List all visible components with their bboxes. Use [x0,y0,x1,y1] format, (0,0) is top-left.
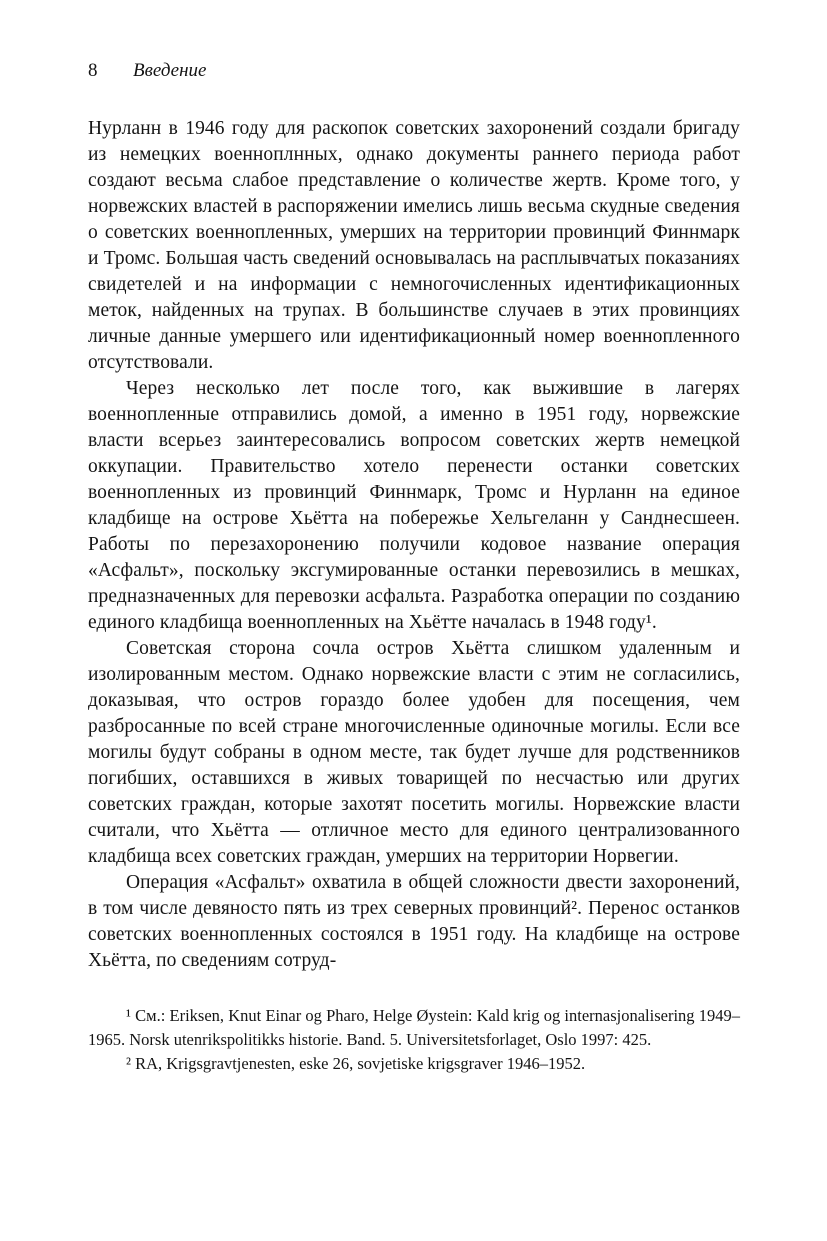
footnote-2: ² RA, Krigsgravtjenesten, eske 26, sovjetiske krigsgraver 1946–1952. [126,1054,586,1073]
paragraph-3: Советская сторона сочла остров Хьётта слишком удаленным и изолированным местом. Однако норвежские власти с этим не согласились, доказывая, что остров гораздо более удобен для посещения, чем разбросанные по всей стране многочисленные одиночные могилы. Если все могилы будут собраны в одном месте, так будет лучше для родственников погибших, оставшихся в живых товарищей по несчастью или других советских граждан, которые захотят посетить могилы. Норвежские власти считали, что Хьётта — отличное место для единого централизованного кладбища всех советских граждан, умерших на территории Норвегии. [88,638,740,867]
paragraph-4: Операция «Асфальт» охватила в общей сложности двести захоронений, в том числе девяносто пять из трех северных провинций². Перенос останков советских военнопленных состоялся в 1951 году. На кладбище на острове Хьётта, по сведениям сотруд- [88,872,740,971]
footnote-1: ¹ См.: Eriksen, Knut Einar og Pharo, Helge Øystein: Kald krig og internasjonalisering 1949–1965. Norsk utenrikspolitikks historie. Band. 5. Universitetsforlaget, Oslo 1997: 425. [88,1006,740,1049]
footnotes-block [88,1004,740,1076]
body-text [88,116,740,974]
chapter-title: Введение [133,60,207,81]
paragraph-2: Через несколько лет после того, как выжившие в лагерях военнопленные отправились домой, а именно в 1951 году, норвежские власти всерьез заинтересовались вопросом советских жертв немецкой оккупации. Правительство хотело перенести останки советских военнопленных из провинций Финнмарк, Тромс и Нурланн на единое кладбище на острове Хьётта на побережье Хельгеланн у Санднесшеен. Работы по перезахоронению получили кодовое название операция «Асфальт», поскольку эксгумированные останки перевозились в мешках, предназначенных для перевозки асфальта. Разработка операции по созданию единого кладбища военнопленных на Хьётте началась в 1948 году¹. [88,378,740,633]
page-number: 8 [88,60,98,81]
paragraph-1: Нурланн в 1946 году для раскопок советских захоронений создали бригаду из немецких военноплнных, однако документы раннего периода работ создают весьма слабое представление о количестве жертв. Кроме того, у норвежских властей в распоряжении имелись лишь весьма скудные сведения о советских военнопленных, умерших на территории провинций Финнмарк и Тромс. Большая часть сведений основывалась на расплывчатых показаниях свидетелей и на информации с немногочисленных идентификационных меток, найденных на трупах. В большинстве случаев в этих провинциях личные данные умершего или идентификационный номер военнопленного отсутствовали. [88,118,740,373]
page-header [88,60,740,82]
